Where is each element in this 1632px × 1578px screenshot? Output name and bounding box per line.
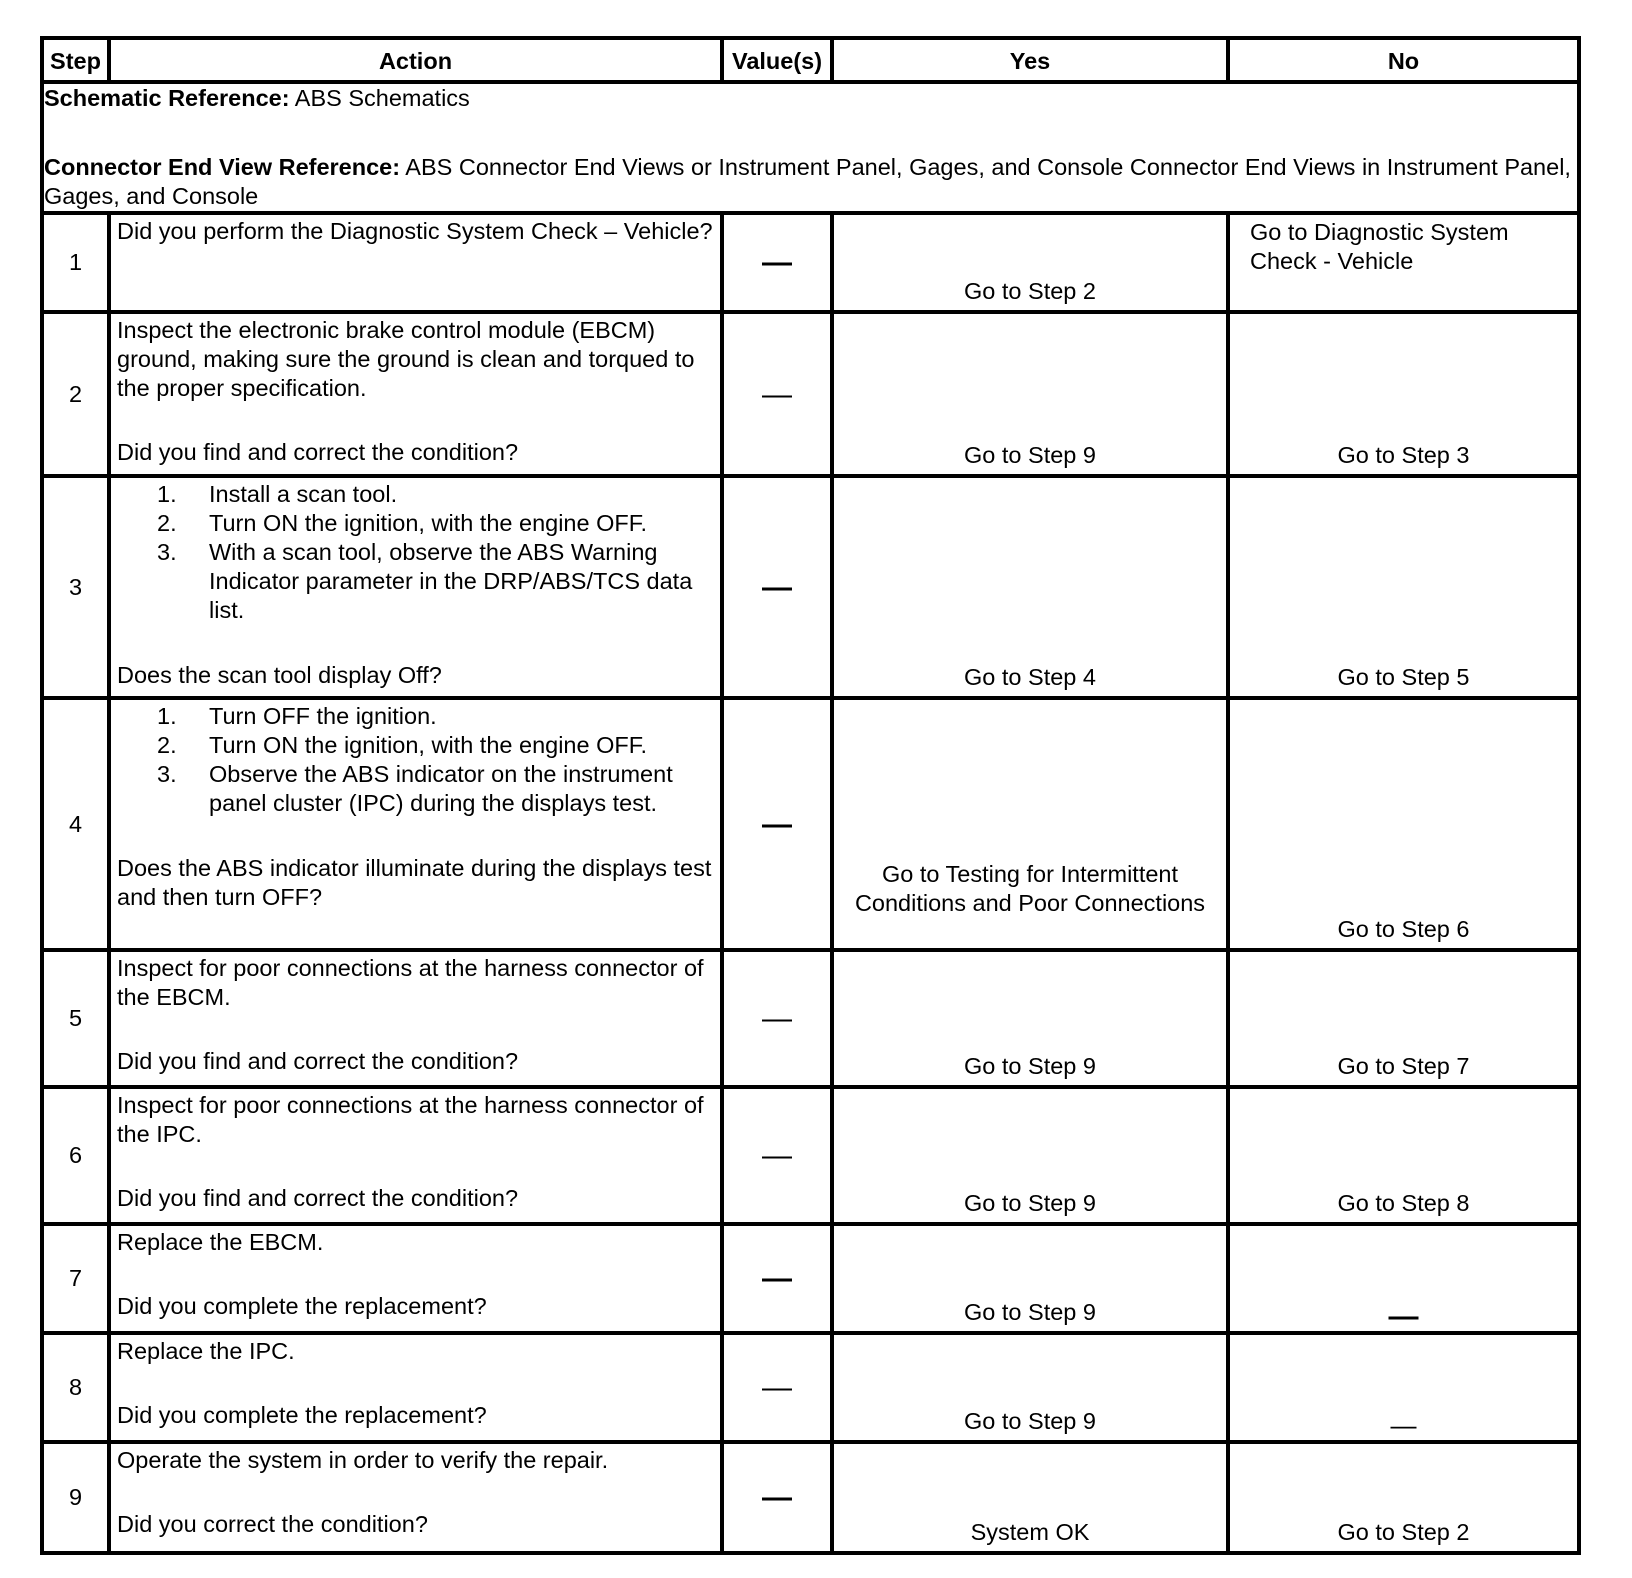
list-item: 2. Turn ON the ignition, with the engine OFF. — [157, 732, 648, 758]
header-action: Action — [109, 38, 722, 82]
table-row — [42, 476, 1579, 698]
action-cell — [109, 312, 722, 476]
action-cell — [109, 698, 722, 950]
value-cell: — — [722, 698, 832, 950]
no-text: — — [1390, 1410, 1417, 1440]
no-text: Go to Step 7 — [1337, 1053, 1470, 1079]
no-cell — [1228, 476, 1579, 698]
action-steps-list — [117, 702, 714, 818]
action-cell — [109, 1087, 722, 1224]
table-row — [42, 213, 1579, 312]
no-cell — [1228, 1224, 1579, 1333]
step-number: 7 — [42, 1224, 109, 1333]
yes-cell — [832, 312, 1228, 476]
action-question: Did you correct the condition? — [117, 1511, 428, 1537]
step-number: 6 — [42, 1087, 109, 1224]
no-cell — [1228, 1087, 1579, 1224]
value-cell: — — [722, 213, 832, 312]
no-text: Go to Step 3 — [1337, 442, 1470, 468]
table-row — [42, 1333, 1579, 1442]
step-number: 1 — [42, 213, 109, 312]
yes-text: Go to Step 9 — [964, 1408, 1096, 1434]
yes-text: System OK — [970, 1519, 1090, 1545]
value-cell: — — [722, 1224, 832, 1333]
no-cell — [1228, 698, 1579, 950]
no-text: — — [1388, 1300, 1419, 1333]
action-text: Inspect the electronic brake control module (EBCM) ground, making sure the ground is clean and torqued to the proper specification. — [117, 317, 695, 401]
action-question: Did you complete the replacement? — [117, 1402, 487, 1428]
list-item: 3. With a scan tool, observe the ABS Warning Indicator parameter in the DRP/ABS/TCS data list. — [157, 539, 693, 623]
yes-cell — [832, 1333, 1228, 1442]
connector-reference-value: ABS Connector End Views or Instrument Panel, Gages, and Console Connector End Views in Instrument Panel, Gages, and Console — [44, 154, 1571, 209]
reference-row — [42, 82, 1579, 213]
table-row — [42, 950, 1579, 1087]
step-number: 5 — [42, 950, 109, 1087]
yes-text: Go to Step 2 — [964, 278, 1096, 304]
list-item: 1. Install a scan tool. — [157, 481, 398, 507]
no-cell — [1228, 213, 1579, 312]
no-cell — [1228, 312, 1579, 476]
action-text: Inspect for poor connections at the harness connector of the IPC. — [117, 1092, 704, 1147]
value-cell: — — [722, 950, 832, 1087]
schematic-reference-label: Schematic Reference: — [44, 85, 290, 111]
yes-cell — [832, 698, 1228, 950]
yes-cell — [832, 1442, 1228, 1553]
value-cell: — — [722, 1087, 832, 1224]
no-text: Go to Step 6 — [1337, 916, 1470, 942]
no-text: Go to Diagnostic System Check - Vehicle — [1250, 219, 1509, 274]
header-no: No — [1228, 38, 1579, 82]
value-cell: — — [722, 476, 832, 698]
diagnostic-table — [40, 36, 1581, 1555]
action-question: Did you find and correct the condition? — [117, 1185, 519, 1211]
header-values: Value(s) — [722, 38, 832, 82]
action-text: Inspect for poor connections at the harness connector of the EBCM. — [117, 955, 704, 1010]
connector-reference — [44, 153, 1577, 211]
reference-cell — [42, 82, 1579, 213]
yes-cell — [832, 1087, 1228, 1224]
yes-cell — [832, 213, 1228, 312]
yes-text: Go to Step 9 — [964, 1190, 1096, 1216]
no-text: Go to Step 8 — [1337, 1190, 1470, 1216]
value-cell: — — [722, 1333, 832, 1442]
table-row — [42, 1442, 1579, 1553]
action-cell — [109, 476, 722, 698]
action-question: Did you complete the replacement? — [117, 1293, 487, 1319]
yes-cell — [832, 1224, 1228, 1333]
value-cell: — — [722, 312, 832, 476]
action-text: Replace the IPC. — [117, 1338, 295, 1364]
step-number: 3 — [42, 476, 109, 698]
yes-text: Go to Step 9 — [964, 1053, 1096, 1079]
step-number: 4 — [42, 698, 109, 950]
yes-text: Go to Testing for Intermittent Conditions and Poor Connections — [854, 861, 1206, 916]
yes-text: Go to Step 9 — [964, 442, 1096, 468]
header-yes: Yes — [832, 38, 1228, 82]
no-text: Go to Step 5 — [1337, 664, 1470, 690]
step-number: 9 — [42, 1442, 109, 1553]
no-text: Go to Step 2 — [1337, 1519, 1470, 1545]
yes-text: Go to Step 4 — [964, 664, 1096, 690]
action-steps-list — [117, 480, 714, 625]
action-text: Did you perform the Diagnostic System Check – Vehicle? — [117, 218, 713, 244]
action-question: Does the scan tool display Off? — [117, 662, 442, 688]
connector-reference-label: Connector End View Reference: — [44, 154, 401, 180]
table-row — [42, 1224, 1579, 1333]
action-cell — [109, 1224, 722, 1333]
action-cell — [109, 1442, 722, 1553]
list-item: 2. Turn ON the ignition, with the engine OFF. — [157, 510, 648, 536]
action-question: Does the ABS indicator illuminate during the displays test and then turn OFF? — [117, 855, 712, 910]
header-row — [42, 38, 1579, 82]
yes-text: Go to Step 9 — [964, 1299, 1096, 1325]
action-text: Replace the EBCM. — [117, 1229, 324, 1255]
step-number: 8 — [42, 1333, 109, 1442]
action-question: Did you find and correct the condition? — [117, 1048, 519, 1074]
schematic-reference — [44, 84, 1577, 113]
yes-cell — [832, 950, 1228, 1087]
action-text: Operate the system in order to verify the repair. — [117, 1447, 609, 1473]
action-cell — [109, 213, 722, 312]
step-number: 2 — [42, 312, 109, 476]
no-cell — [1228, 1442, 1579, 1553]
table-row — [42, 698, 1579, 950]
table-row — [42, 1087, 1579, 1224]
action-cell — [109, 950, 722, 1087]
list-item: 1. Turn OFF the ignition. — [157, 703, 437, 729]
list-item: 3. Observe the ABS indicator on the instrument panel cluster (IPC) during the displays test. — [157, 761, 673, 816]
no-cell — [1228, 950, 1579, 1087]
action-cell — [109, 1333, 722, 1442]
no-cell — [1228, 1333, 1579, 1442]
header-step: Step — [42, 38, 109, 82]
yes-cell — [832, 476, 1228, 698]
schematic-reference-value: ABS Schematics — [289, 85, 470, 111]
action-question: Did you find and correct the condition? — [117, 439, 519, 465]
value-cell: — — [722, 1442, 832, 1553]
table-row — [42, 312, 1579, 476]
